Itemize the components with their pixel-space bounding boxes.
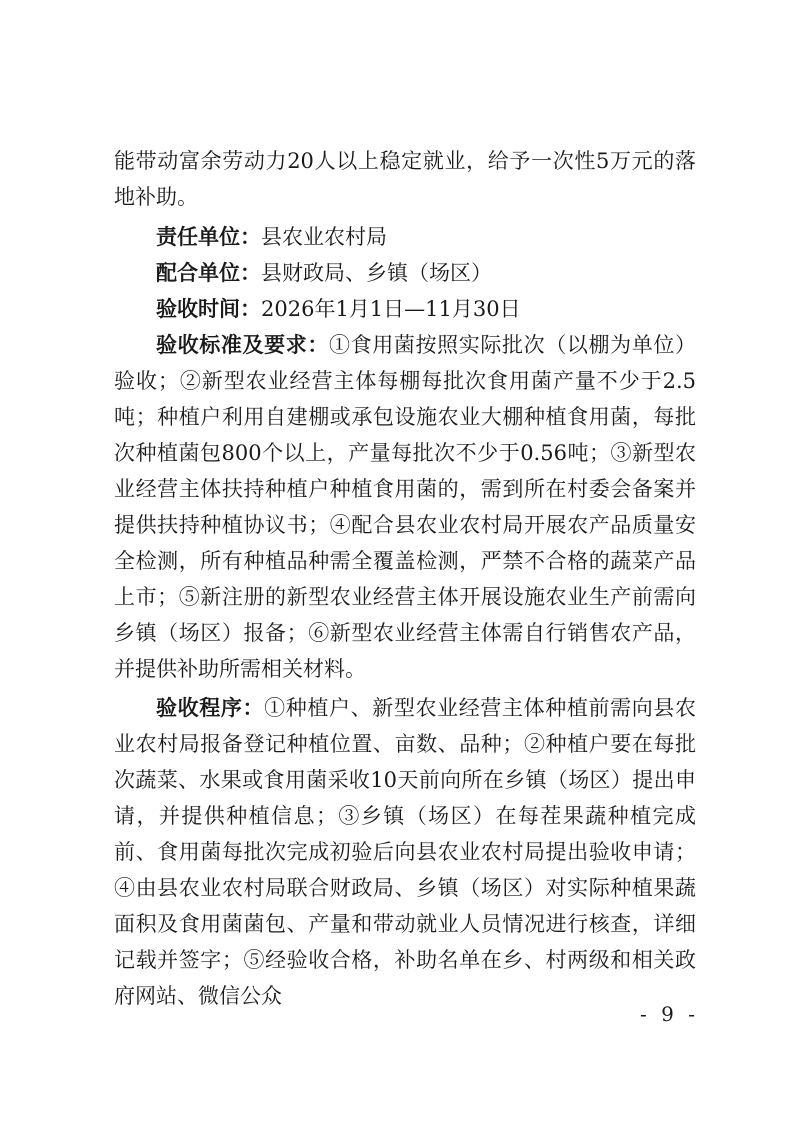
paragraph-responsible-unit [114, 219, 696, 255]
cooperating-unit-label: 配合单位： [156, 260, 261, 285]
acceptance-standards-label: 验收标准及要求： [156, 332, 329, 357]
acceptance-procedure-label: 验收程序： [156, 695, 265, 720]
responsible-unit-value: 县农业农村局 [261, 225, 387, 249]
paragraph-acceptance-procedure [114, 690, 696, 1014]
acceptance-time-label: 验收时间： [156, 296, 261, 321]
paragraph-acceptance-standards [114, 327, 696, 687]
page-number: - 9 - [640, 1002, 699, 1026]
acceptance-standards-text: ①食用菌按照实际批次（以棚为单位）验收；②新型农业经营主体每棚每批次食用菌产量不少于2.5吨；种植户利用自建棚或承包设施农业大棚种植食用菌，每批次种植菌包800个以上，产量每批次不少于0.56吨；③新型农业经营主体扶持种植户种植食用菌的，需到所在村委会备案并提供扶持种植协议书；④配合县农业农村局开展农产品质量安全检测，所有种植品种需全覆盖检测，严禁不合格的蔬菜产品上市；⑤新注册的新型农业经营主体开展设施农业生产前需向乡镇（场区）报备；⑥新型农业经营主体需自行销售农产品，并提供补助所需相关材料。 [114, 333, 696, 681]
acceptance-time-value: 2026年1月1日—11月30日 [261, 297, 521, 321]
responsible-unit-label: 责任单位： [156, 224, 261, 249]
paragraph-acceptance-time [114, 291, 696, 327]
paragraph-subsidy-continuation: 能带动富余劳动力20人以上稳定就业，给予一次性5万元的落地补助。 [114, 149, 696, 209]
acceptance-procedure-text: ①种植户、新型农业经营主体种植前需向县农业农村局报备登记种植位置、亩数、品种；②种植户要在每批次蔬菜、水果或食用菌采收10天前向所在乡镇（场区）提出申请，并提供种植信息；③乡镇（场区）在每茬果蔬种植完成前、食用菌每批次完成初验后向县农业农村局提出验收申请；④由县农业农村局联合财政局、乡镇（场区）对实际种植果蔬面积及食用菌菌包、产量和带动就业人员情况进行核查，详细记载并签字；⑤经验收合格，补助名单在乡、村两级和相关政府网站、微信公众 [114, 696, 696, 1008]
paragraph-cooperating-unit [114, 255, 696, 291]
cooperating-unit-value: 县财政局、乡镇（场区） [261, 261, 492, 285]
